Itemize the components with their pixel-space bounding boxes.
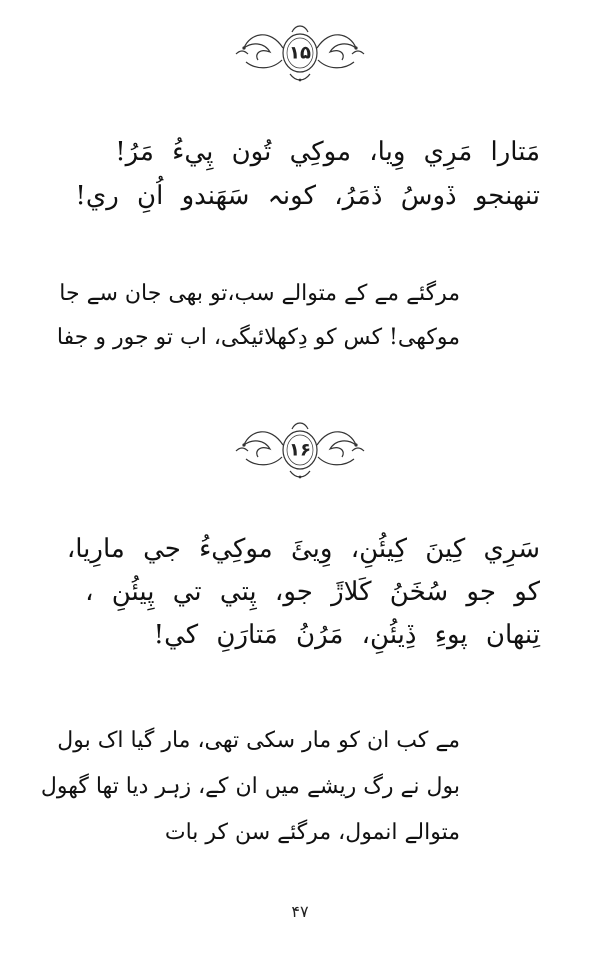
ornament-number: ۱۶ xyxy=(289,439,311,461)
verse-line: مَتارا مَرِي وِيا، موکِي تُون پِيءُ مَرُ! xyxy=(115,137,540,167)
urdu-stanza-1 xyxy=(56,272,460,360)
ornament-header-15 xyxy=(230,18,370,88)
sindhi-stanza-1 xyxy=(60,130,540,218)
verse-line: تنهنجو ڏوسُ ڏمَرُ، کونہ سَهَندو اُنِ ري! xyxy=(75,181,540,211)
verse-line: سَرِي کِينَ کِيئُنِ، وِيئَ موکِيءُ جي مارِيا، xyxy=(66,534,540,564)
urdu-stanza-2 xyxy=(40,718,460,856)
ornament-header-16 xyxy=(230,415,370,485)
verse-line: متوالے انمول، مرگئے سن کر بات xyxy=(164,820,460,845)
verse-line: مے کب ان کو مار سکی تھی، مار گیا اک بول xyxy=(57,728,460,753)
ornament-number: ۱۵ xyxy=(289,42,311,64)
verse-line: موکھی! کس کو دِکھلائیگی، اب تو جور و جفا xyxy=(56,325,460,350)
page-number: ۴۷ xyxy=(291,902,309,921)
sindhi-stanza-2 xyxy=(60,528,540,657)
verse-line: بول نے رگ ریشے میں ان کے، زہر دیا تھا گھول xyxy=(40,774,460,799)
verse-line: تِنهان پوءِ ڏِيئُنِ، مَرُنُ مَتارَنِ کي! xyxy=(153,620,540,650)
verse-line: مرگئے مے کے متوالے سب،تو بھی جان سے جا xyxy=(59,281,460,306)
verse-line: کو جو سُخَنُ کَلاڙَ جو، پِتي تي پِيئُنِ ، xyxy=(85,577,540,607)
